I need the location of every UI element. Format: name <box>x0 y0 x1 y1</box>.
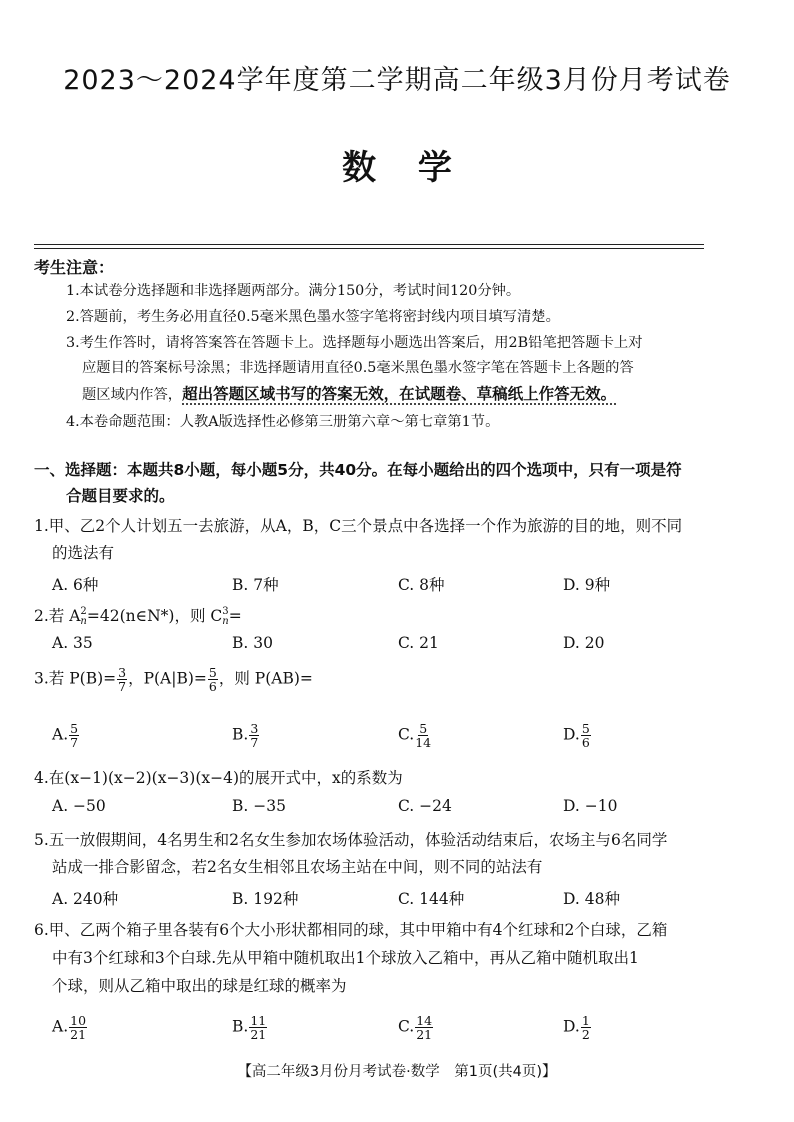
question-2-stem <box>34 604 242 627</box>
q2-option-a: A. 35 <box>52 634 93 652</box>
q6-option-a: A. $\frac{10}{21}$ <box>52 1013 87 1042</box>
q4-option-b: B. −35 <box>232 797 286 815</box>
question-6-stem: 6.甲、乙两个箱子里各装有6个大小形状都相同的球，其中甲箱中有4个红球和2个白球，乙箱 <box>34 921 668 939</box>
notice-text: 题区域内作答， <box>82 387 183 403</box>
question-5-stem-cont: 站成一排合影留念，若2名女生相邻且农场主站在中间，则不同的站法有 <box>52 858 543 876</box>
q3-fraction <box>208 666 218 693</box>
denominator: 6 <box>208 679 217 694</box>
q5-option-b: B. 192种 <box>232 890 299 908</box>
q2-text: =42(n∈N*)，则 C <box>86 607 223 625</box>
notice-item-3-cont: 应题目的答案标号涂黑；非选择题请用直径0.5毫米黑色墨水签字笔在答题卡上各题的答 <box>82 360 634 376</box>
question-6-stem-cont: 中有3个红球和3个白球.先从甲箱中随机取出1个球放入乙箱中，再从乙箱中随机取出1 <box>52 949 639 967</box>
q3-text: 3.若 P(B)= <box>34 669 117 688</box>
q6-option-d: D. $\frac{1}{2}$ <box>563 1013 590 1042</box>
notice-item-1: 1.本试卷分选择题和非选择题两部分。满分150分，考试时间120分钟。 <box>66 283 521 299</box>
q5-option-c: C. 144种 <box>398 890 465 908</box>
q2-option-b: B. 30 <box>232 634 273 652</box>
q1-option-a: A. 6种 <box>52 576 99 594</box>
notice-item-3: 3.考生作答时，请将答案答在答题卡上。选择题每小题选出答案后，用2B铅笔把答题卡上对 <box>66 335 643 351</box>
q1-option-b: B. 7种 <box>232 576 279 594</box>
q3-text: ，P(A|B)= <box>128 669 207 688</box>
q4-option-a: A. −50 <box>52 797 106 815</box>
q5-option-a: A. 240种 <box>52 890 119 908</box>
page-footer: 【高二年级3月份月考试卷·数学 第1页(共4页)】 <box>237 1064 557 1080</box>
q3-option-d: D. $\frac{5}{6}$ <box>563 721 590 750</box>
q2-sub: n <box>222 616 229 627</box>
notice-item-2: 2.答题前，考生务必用直径0.5毫米黑色墨水签字笔将密封线内项目填写清楚。 <box>66 309 560 325</box>
q3-fraction <box>117 666 127 693</box>
numerator: 3 <box>118 665 127 680</box>
notice-item-3-end <box>82 382 616 404</box>
q2-sup: 3 <box>222 606 229 617</box>
section-heading-cont: 合题目要求的。 <box>66 487 175 505</box>
notice-emphasis: 超出答题区域书写的答案无效，在试题卷、草稿纸上作答无效。 <box>182 385 617 403</box>
question-4-stem: 4.在(x−1)(x−2)(x−3)(x−4)的展开式中，x的系数为 <box>34 769 403 787</box>
q2-text: 2.若 A <box>34 607 81 625</box>
q2-option-c: C. 21 <box>398 634 439 652</box>
numerator: 5 <box>208 665 217 680</box>
exam-subject: 数 学 <box>342 148 452 188</box>
q1-option-c: C. 8种 <box>398 576 445 594</box>
divider-rule <box>34 244 704 245</box>
q1-option-d: D. 9种 <box>563 576 611 594</box>
section-heading: 一、选择题：本题共8小题，每小题5分，共40分。在每小题给出的四个选项中，只有一项是符 <box>34 461 682 479</box>
q3-text: ，则 P(AB)= <box>218 669 313 688</box>
q3-option-c: C. $\frac{5}{14}$ <box>398 721 432 750</box>
q2-sup: 2 <box>80 606 87 617</box>
notice-heading: 考生注意： <box>34 258 115 277</box>
divider-rule <box>34 248 704 249</box>
q6-option-c: C. $\frac{14}{21}$ <box>398 1013 433 1042</box>
q2-sub: n <box>80 616 87 627</box>
question-3-stem <box>34 666 313 693</box>
notice-item-4: 4.本卷命题范围：人教A版选择性必修第三册第六章～第七章第1节。 <box>66 414 500 430</box>
q5-option-d: D. 48种 <box>563 890 620 908</box>
q4-option-c: C. −24 <box>398 797 452 815</box>
question-1-stem-cont: 的选法有 <box>52 544 115 562</box>
q6-option-b: B. $\frac{11}{21}$ <box>232 1013 267 1042</box>
q4-option-d: D. −10 <box>563 797 618 815</box>
q2-option-d: D. 20 <box>563 634 605 652</box>
denominator: 7 <box>118 679 127 694</box>
question-6-stem-end: 个球，则从乙箱中取出的球是红球的概率为 <box>52 977 347 995</box>
exam-title: 2023～2024学年度第二学期高二年级3月份月考试卷 <box>63 65 731 96</box>
question-1-stem: 1.甲、乙2个人计划五一去旅游，从A，B，C三个景点中各选择一个作为旅游的目的地，则不同 <box>34 517 683 535</box>
question-5-stem: 5.五一放假期间，4名男生和2名女生参加农场体验活动，体验活动结束后，农场主与6名同学 <box>34 831 668 849</box>
q2-text: = <box>228 607 242 625</box>
q3-option-a: A. $\frac{5}{7}$ <box>52 721 79 750</box>
q3-option-b: B. $\frac{3}{7}$ <box>232 721 259 750</box>
